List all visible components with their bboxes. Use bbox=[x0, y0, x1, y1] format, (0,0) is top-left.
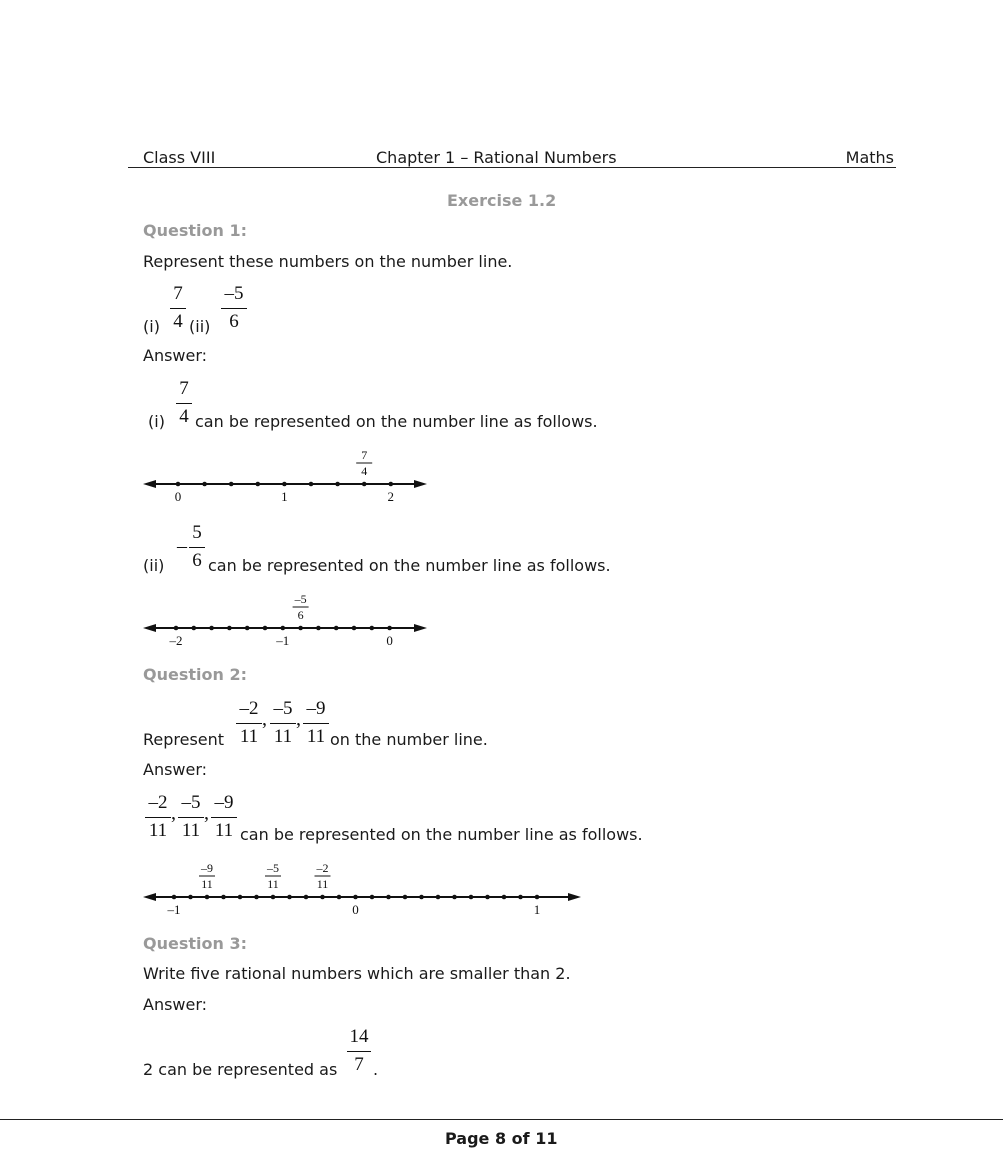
denominator: 11 bbox=[273, 726, 293, 747]
q2-suffix: on the number line. bbox=[330, 730, 488, 749]
comma: , bbox=[262, 708, 267, 730]
mark-denominator: 6 bbox=[297, 608, 304, 622]
number-line-point bbox=[403, 895, 408, 900]
mark-denominator: 11 bbox=[316, 877, 329, 891]
mark-denominator: 4 bbox=[361, 464, 368, 478]
minus-sign: – bbox=[177, 535, 187, 557]
number-line-point bbox=[485, 895, 490, 900]
q1-answer-i-fraction bbox=[176, 378, 192, 428]
number-line-minus-five-sixths bbox=[140, 590, 440, 655]
tick-label: 1 bbox=[281, 489, 288, 504]
number-line-point bbox=[518, 895, 523, 900]
question-2-heading: Question 2: bbox=[143, 665, 247, 684]
number-line-point bbox=[436, 895, 441, 900]
number-line-point bbox=[227, 626, 232, 631]
numerator: –5 bbox=[181, 792, 201, 813]
left-arrow-head bbox=[143, 480, 156, 488]
number-line-point bbox=[245, 626, 250, 631]
q1-fraction-seven-fourths bbox=[170, 283, 186, 333]
numerator: –2 bbox=[239, 698, 259, 719]
page-number: Page 8 of 11 bbox=[445, 1129, 558, 1148]
q3-answer-prefix: 2 can be represented as bbox=[143, 1060, 338, 1079]
fraction-bar bbox=[211, 817, 237, 818]
number-line-point bbox=[174, 626, 179, 631]
tick-label: 0 bbox=[352, 902, 359, 917]
number-line-point bbox=[298, 626, 303, 631]
fraction-bar bbox=[270, 723, 296, 724]
q2-answer-fraction-3 bbox=[211, 792, 237, 842]
question-3-text: Write five rational numbers which are smaller than 2. bbox=[143, 964, 571, 983]
number-line-point bbox=[309, 482, 314, 487]
tick-label: –2 bbox=[169, 633, 183, 648]
denominator: 4 bbox=[179, 406, 189, 427]
number-line-seven-fourths bbox=[140, 445, 440, 510]
denominator: 11 bbox=[306, 726, 326, 747]
number-line-elevenths bbox=[140, 860, 590, 925]
tick-label: 1 bbox=[533, 902, 541, 917]
denominator: 11 bbox=[148, 820, 168, 841]
header-class: Class VIII bbox=[143, 148, 216, 167]
number-line-point bbox=[335, 482, 340, 487]
question-3-heading: Question 3: bbox=[143, 934, 247, 953]
number-line-point bbox=[320, 895, 325, 900]
number-line-point bbox=[304, 895, 309, 900]
mark-numerator: –5 bbox=[267, 861, 279, 875]
mark-denominator: 11 bbox=[267, 877, 279, 891]
question-1-heading: Question 1: bbox=[143, 221, 247, 240]
tick-label: 0 bbox=[174, 489, 182, 504]
number-line-point bbox=[370, 626, 375, 631]
mark-numerator: –9 bbox=[201, 861, 213, 875]
header-rule bbox=[128, 167, 896, 168]
q2-fraction-minus-five-elevenths bbox=[270, 698, 296, 748]
q3-fraction-fourteen-sevenths bbox=[347, 1026, 371, 1076]
q3-answer-label: Answer: bbox=[143, 995, 208, 1014]
q2-answer-text: can be represented on the number line as follows. bbox=[240, 825, 643, 844]
q2-fraction-minus-nine-elevenths bbox=[303, 698, 329, 748]
tick-label: –1 bbox=[167, 902, 181, 917]
numerator: 7 bbox=[179, 378, 189, 399]
q1-answer-ii-label: (ii) bbox=[143, 556, 165, 575]
fraction-bar bbox=[189, 547, 205, 548]
number-line-point bbox=[209, 626, 214, 631]
number-line-point bbox=[502, 895, 507, 900]
q2-prefix: Represent bbox=[143, 730, 225, 749]
comma: , bbox=[171, 802, 176, 824]
number-line-point bbox=[337, 895, 342, 900]
q1-answer-i-label: (i) bbox=[148, 412, 165, 431]
number-line-point bbox=[238, 895, 243, 900]
right-arrow-head bbox=[414, 624, 427, 632]
mark-numerator: 7 bbox=[361, 448, 368, 462]
right-arrow-head bbox=[414, 480, 427, 488]
number-line-point bbox=[271, 895, 276, 900]
number-line-point bbox=[282, 482, 287, 487]
fraction-bar bbox=[221, 308, 247, 309]
fraction-bar bbox=[170, 308, 186, 309]
q2-answer-fraction-2 bbox=[178, 792, 204, 842]
number-line-point bbox=[202, 482, 207, 487]
header-chapter: Chapter 1 – Rational Numbers bbox=[376, 148, 617, 167]
denominator: 4 bbox=[173, 311, 183, 332]
fraction-bar bbox=[236, 723, 262, 724]
number-line-point bbox=[362, 482, 367, 487]
number-line-point bbox=[419, 895, 424, 900]
number-line-point bbox=[389, 482, 394, 487]
numerator: 14 bbox=[349, 1026, 369, 1047]
number-line-point bbox=[469, 895, 474, 900]
q1-answer-ii-text: can be represented on the number line as follows. bbox=[208, 556, 611, 575]
tick-label: –1 bbox=[276, 633, 290, 648]
denominator: 11 bbox=[181, 820, 201, 841]
number-line-point bbox=[535, 895, 540, 900]
denominator: 6 bbox=[229, 311, 239, 332]
numerator: –9 bbox=[306, 698, 326, 719]
numerator: –2 bbox=[148, 792, 168, 813]
q1-fraction-minus-five-sixths bbox=[221, 283, 247, 333]
number-line-point bbox=[263, 626, 268, 631]
number-line-point bbox=[188, 895, 193, 900]
q1-part-ii-label: (ii) bbox=[189, 317, 211, 336]
left-arrow-head bbox=[143, 624, 156, 632]
fraction-bar bbox=[178, 817, 204, 818]
number-line-point bbox=[334, 626, 339, 631]
number-line-point bbox=[256, 482, 261, 487]
number-line-point bbox=[229, 482, 234, 487]
number-line-point bbox=[387, 626, 392, 631]
tick-label: 0 bbox=[386, 633, 393, 648]
fraction-bar bbox=[176, 403, 192, 404]
left-arrow-head bbox=[143, 893, 156, 901]
fraction-bar bbox=[145, 817, 171, 818]
numerator: –5 bbox=[224, 283, 244, 304]
numerator: –5 bbox=[273, 698, 293, 719]
question-1-text: Represent these numbers on the number line. bbox=[143, 252, 513, 271]
number-line-point bbox=[287, 895, 292, 900]
q3-answer-suffix: . bbox=[373, 1060, 379, 1079]
number-line-point bbox=[386, 895, 391, 900]
number-line-point bbox=[370, 895, 375, 900]
number-line-point bbox=[172, 895, 177, 900]
number-line-point bbox=[205, 895, 210, 900]
number-line-point bbox=[254, 895, 259, 900]
number-line-point bbox=[353, 895, 358, 900]
q1-answer-ii-fraction bbox=[189, 522, 205, 572]
q1-answer-label: Answer: bbox=[143, 346, 208, 365]
mark-numerator: –5 bbox=[294, 592, 307, 606]
denominator: 6 bbox=[192, 550, 202, 571]
numerator: –9 bbox=[214, 792, 234, 813]
q1-part-i-label: (i) bbox=[143, 317, 160, 336]
number-line-point bbox=[192, 626, 197, 631]
denominator: 11 bbox=[239, 726, 259, 747]
footer-rule bbox=[0, 1119, 1003, 1120]
number-line-point bbox=[452, 895, 457, 900]
mark-numerator: –2 bbox=[316, 861, 329, 875]
exercise-title: Exercise 1.2 bbox=[447, 191, 557, 210]
mark-denominator: 11 bbox=[201, 877, 213, 891]
numerator: 5 bbox=[192, 522, 202, 543]
q2-fraction-minus-two-elevenths bbox=[236, 698, 262, 748]
number-line-point bbox=[316, 626, 321, 631]
comma: , bbox=[204, 802, 209, 824]
q1-answer-i-text: can be represented on the number line as follows. bbox=[195, 412, 598, 431]
number-line-point bbox=[221, 895, 226, 900]
comma: , bbox=[296, 708, 301, 730]
denominator: 7 bbox=[354, 1054, 364, 1075]
number-line-point bbox=[281, 626, 286, 631]
fraction-bar bbox=[347, 1051, 371, 1052]
header-subject: Maths bbox=[845, 148, 894, 167]
denominator: 11 bbox=[214, 820, 234, 841]
q2-answer-label: Answer: bbox=[143, 760, 208, 779]
numerator: 7 bbox=[173, 283, 183, 304]
number-line-point bbox=[176, 482, 181, 487]
number-line-point bbox=[352, 626, 357, 631]
tick-label: 2 bbox=[387, 489, 395, 504]
q2-answer-fraction-1 bbox=[145, 792, 171, 842]
right-arrow-head bbox=[568, 893, 581, 901]
fraction-bar bbox=[303, 723, 329, 724]
